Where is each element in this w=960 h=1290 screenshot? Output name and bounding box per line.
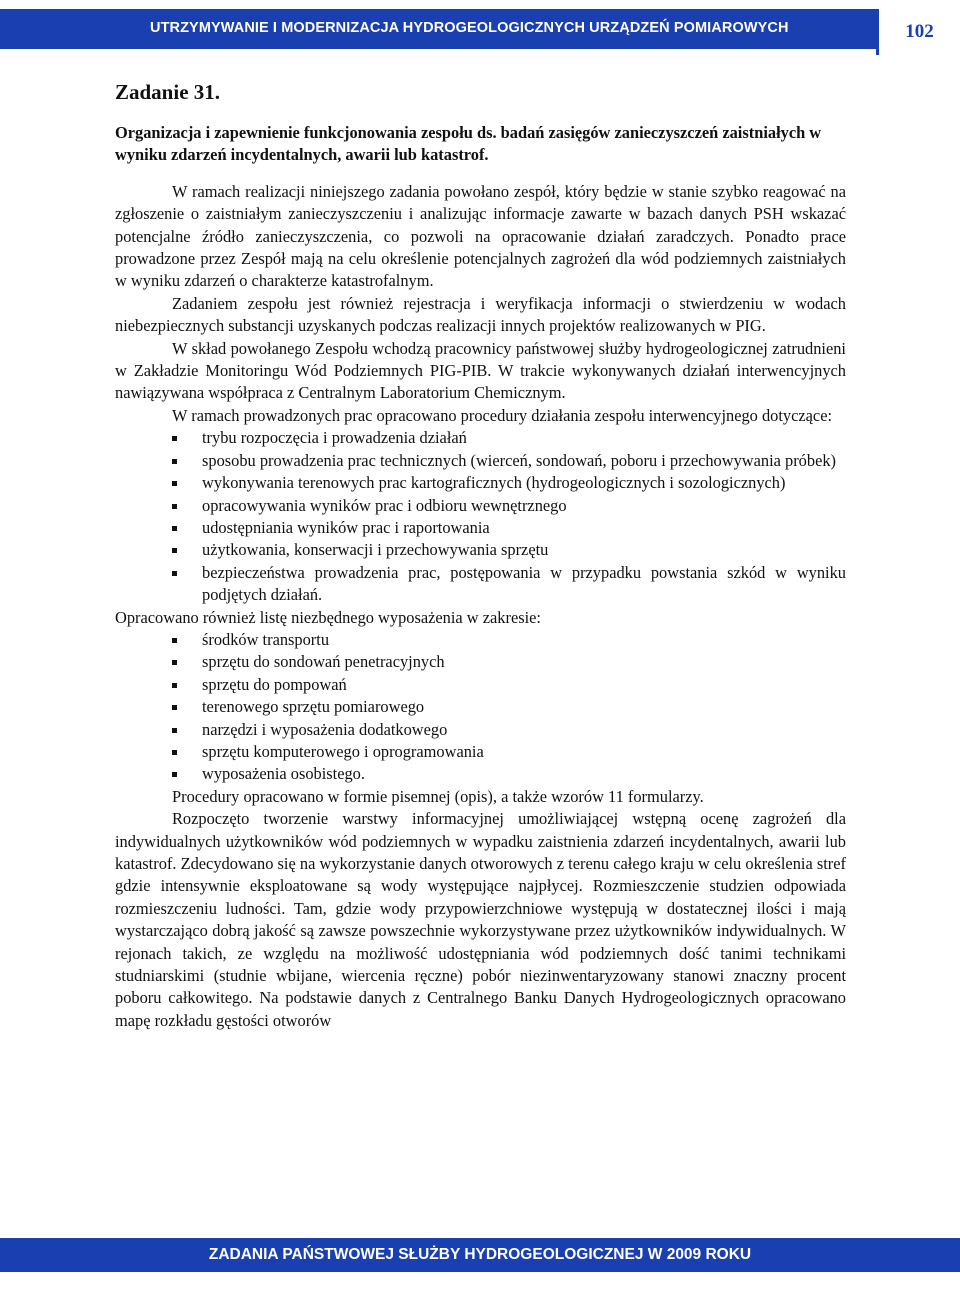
- list-item: opracowywania wyników prac i odbioru wewnętrznego: [115, 495, 846, 517]
- paragraph-forms: Procedury opracowano w formie pisemnej (opis), a także wzorów 11 formularzy.: [172, 786, 704, 806]
- page-footer: ZADANIA PAŃSTWOWEJ SŁUŻBY HYDROGEOLOGICZNEJ W 2009 ROKU: [0, 1238, 960, 1272]
- list-item: sprzętu do pompowań: [115, 674, 846, 696]
- section-title: Organizacja i zapewnienie funkcjonowania zespołu ds. badań zasięgów zanieczyszczeń zaistniałych w wyniku zdarzeń incydentalnych, awarii lub katastrof.: [115, 123, 822, 165]
- paragraph-team-composition: W skład powołanego Zespołu wchodzą pracownicy państwowej służby hydrogeologicznej zatrudnieni w Zakładzie Monitoringu Wód Podziemnych PIG-PIB. W trakcie wykonywanych działań interwencyjnych nawiązywana współpraca z Centralnym Laboratorium Chemicznym.: [115, 338, 846, 403]
- procedures-list: [115, 427, 846, 606]
- list-item: sprzętu komputerowego i oprogramowania: [115, 741, 846, 763]
- list-item: środków transportu: [115, 629, 846, 651]
- paragraph-intro: W ramach realizacji niniejszego zadania powołano zespół, który będzie w stanie szybko reagować na zgłoszenie o zaistniałym zanieczyszczeniu i analizując informacje zawarte w bazach danych PSH wskazać potencjalne źródło zanieczyszczenia, co pozwoli na opracowanie działań zaradczych. Ponadto prace prowadzone przez Zespół mają na celu określenie potencjalnych zagrożeń dla wód podziemnych zaistniałych w wyniku zdarzeń o charakterze katastrofalnym.: [115, 181, 846, 291]
- list-item: sposobu prowadzenia prac technicznych (wierceń, sondowań, poboru i przechowywania próbek): [115, 450, 846, 472]
- list-item: użytkowania, konserwacji i przechowywania sprzętu: [115, 539, 846, 561]
- list-item: terenowego sprzętu pomiarowego: [115, 696, 846, 718]
- paragraph-procedures-intro: W ramach prowadzonych prac opracowano procedury działania zespołu interwencyjnego dotyczące:: [172, 405, 833, 425]
- equipment-list: [115, 629, 846, 786]
- list-item: narzędzi i wyposażenia dodatkowego: [115, 719, 846, 741]
- list-item: wykonywania terenowych prac kartograficznych (hydrogeologicznych i sozologicznych): [115, 472, 846, 494]
- list-item: trybu rozpoczęcia i prowadzenia działań: [115, 427, 846, 449]
- task-title: Zadanie 31.: [115, 80, 221, 104]
- document-body: [115, 70, 846, 1032]
- list-item: wyposażenia osobistego.: [115, 763, 846, 785]
- list-item: sprzętu do sondowań penetracyjnych: [115, 651, 846, 673]
- list-item: udostępniania wyników prac i raportowania: [115, 517, 846, 539]
- paragraph-equipment-intro: Opracowano również listę niezbędnego wyposażenia w zakresie:: [115, 607, 541, 627]
- paragraph-registration: Zadaniem zespołu jest również rejestracja i weryfikacja informacji o stwierdzeniu w wodach niebezpiecznych substancji uzyskanych podczas realizacji innych projektów realizowanych w PIG.: [115, 293, 846, 336]
- paragraph-information-layer: Rozpoczęto tworzenie warstwy informacyjnej umożliwiającej wstępną ocenę zagrożeń dla indywidualnych użytkowników wód podziemnych w wypadku zaistnienia zdarzeń incydentalnych, awarii lub katastrof. Zdecydowano się na wykorzystanie danych otworowych z terenu całego kraju w celu określenia stref gdzie intensywnie eksploatowane są wody występujące najpłycej. Rozmieszczenie studzien odpowiada rozmieszczeniu ludności. Tam, gdzie wody przypowierzchniowe występują w dostatecznej ilości i mają wystarczająco dobrą jakość są zawsze powszechnie wykorzystywane przez użytkowników indywidualnych. W rejonach takich, ze względu na możliwość udostępniania wód podziemnych dość tanimi technikami studniarskimi (studnie wbijane, wiercenia ręczne) pobór niezinwentaryzowany stanowi znaczny procent poboru całkowitego. Na podstawie danych z Centralnego Banku Danych Hydrogeologicznych opracowano mapę rozkładu gęstości otworów: [115, 809, 846, 1030]
- page-number: 102: [876, 9, 960, 55]
- list-item: bezpieczeństwa prowadzenia prac, postępowania w przypadku powstania szkód w wyniku podjętych działań.: [115, 562, 846, 607]
- header-title: UTRZYMYWANIE I MODERNIZACJA HYDROGEOLOGICZNYCH URZĄDZEŃ POMIAROWYCH: [150, 20, 789, 36]
- page-header: [0, 9, 960, 49]
